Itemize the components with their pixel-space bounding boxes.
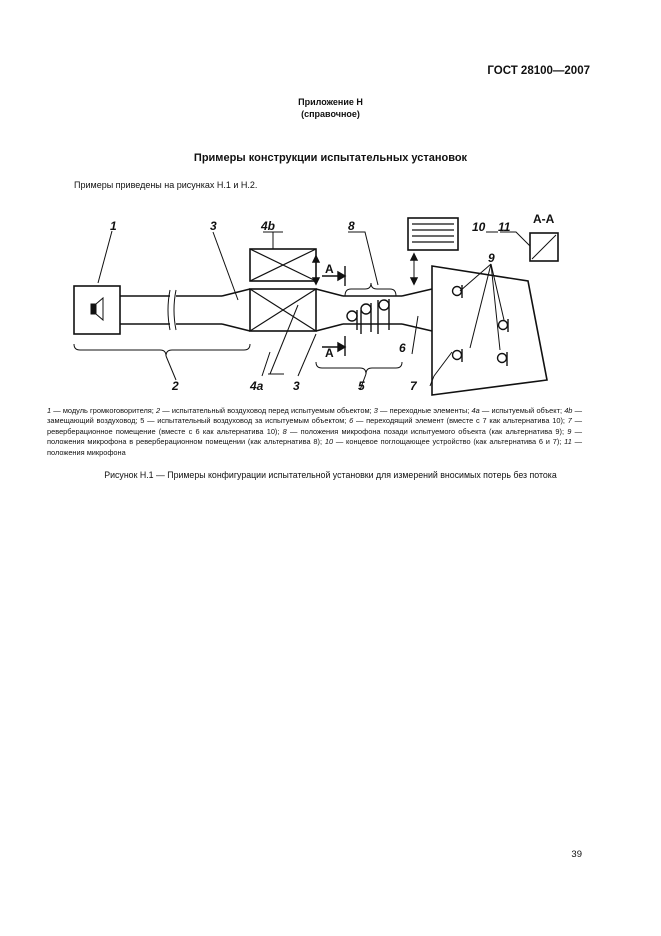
legend-item-3: 3 — переходные элементы; (373, 406, 472, 415)
label-4b: 4b (261, 219, 276, 233)
legend-item-2: 2 — испытательный воздуховод перед испытуемым объектом; (155, 406, 374, 415)
label-8: 8 (348, 219, 355, 233)
legend-item-10: 10 — концевое поглощающее устройство (как альтернатива 6 и 7); (324, 437, 565, 447)
legend-item-8: 8 — положения микрофона позади испытуемого объекта (как альтернатива 9); (282, 426, 568, 436)
label-section-view: A-A (533, 212, 555, 226)
speaker-icon (91, 304, 96, 314)
label-5: 5 (358, 379, 365, 393)
legend-item-4a: 4a — испытуемый объект; (471, 406, 565, 415)
legend-item-11: 11 — положения микрофона (47, 437, 583, 457)
label-2: 2 (172, 379, 179, 393)
legend-item-7: 7 — реверберационное помещение (вместе с 6 как альтернатива 10); (47, 416, 582, 436)
legend-item-1: 1 — модуль громкоговорителя; (47, 406, 156, 415)
label-section-top: A (325, 262, 334, 276)
appendix-title: Приложение Н (298, 97, 363, 107)
label-3-upstream: 3 (210, 219, 217, 233)
appendix-note: (справочное) (301, 109, 360, 119)
label-10: 10 (472, 220, 486, 234)
intro-text: Примеры приведены на рисунках Н.1 и Н.2. (74, 180, 258, 190)
label-section-bottom: A (325, 346, 334, 360)
legend-item-4b: 4b — замещающий воздуховод; 5 — испытательный воздуховод за испытуемым объектом; (47, 406, 582, 426)
label-9: 9 (488, 251, 495, 265)
label-7: 7 (410, 379, 417, 393)
figure-legend (47, 406, 582, 458)
label-3-downstream: 3 (293, 379, 300, 393)
section-title: Примеры конструкции испытательных установок (193, 152, 468, 164)
label-4a: 4a (250, 379, 264, 393)
figure-caption: Рисунок Н.1 — Примеры конфигурации испытательной установки для измерений вносимых потерь без потока (104, 470, 557, 480)
page-number: 39 (571, 849, 582, 860)
termination (408, 218, 458, 250)
reverberation-room (432, 266, 547, 395)
label-6: 6 (399, 341, 406, 355)
standard-id: ГОСТ 28100—2007 (487, 65, 590, 77)
label-1: 1 (110, 219, 117, 233)
legend-item-6: 6 — переходящий элемент (вместе с 7 как альтернатива 10); (349, 416, 568, 426)
legend-item-9: 9 — положения микрофона в реверберационном помещении (как альтернатива 8); (47, 426, 582, 447)
label-11: 11 (498, 220, 511, 234)
loudspeaker-module (74, 286, 120, 334)
test-setup-figure (0, 200, 661, 405)
